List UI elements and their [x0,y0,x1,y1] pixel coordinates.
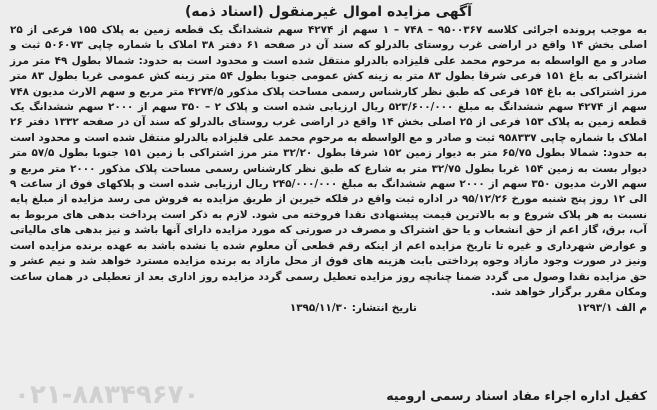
phone-watermark: ۰۲۱-۸۸۳۴۹۶۷۰ [14,380,200,410]
reference-number: م الف ۱۲۹۳/۱ [576,302,647,315]
signature: کفیل اداره اجراء مفاد اسناد رسمی ارومیه [386,387,647,403]
signature-row [14,380,647,410]
notice-title: آگهی مزایده اموال غیرمنقول (اسناد ذمه) [185,4,472,20]
notice-footer-meta [10,301,647,316]
notice-body [10,23,647,300]
publish-date: تاریخ انتشار: ۱۳۹۵/۱۱/۳۰ [289,302,417,315]
notice-paragraph: به موجب پرونده اجرائی کلاسه ۹۵۰۰۳۶۷ – ۷۴۸ – ۱ سهم از ۴۲۷۴ سهم ششدانگ یک قطعه زمین به پلاک ۱۵۵ فرعی از ۲۵ اصلی بخش ۱۴ واقع در اراضی غرب روستای بالدرلو که سند آن در صفحه ۶۱ دفتر ۳۸ املاک با شماره چاپی ۵۰۶۰۷۳ ثبت و صادر و مع الواسطه به مرحوم محمد علی قلیزاده بالدرلو منتقل شده است و محدود است به حدود: شمالا بطول ۴۹ متر مرز اشتراکی به باغ ۱۵۱ فرعی شرقا بطول ۸۳ متر به زینه کش عمومی جنوبا بطول ۵۴ متر زینه کش عمومی غربا بطول ۸۳ متر مرز اشتراکی به باغ ۱۵۴ فرعی که طبق نظر کارشناس رسمی مساحت پلاک مذکور ۴۲۷۴/۵ متر مربع و سهم الارث مدیون ۷۴۸ سهم از ۴۲۷۴ سهم ششدانگ به مبلغ ۵۲۳/۶۰۰/۰۰۰ ریال ارزیابی شده است و پلاک ۲ – ۳۵۰ سهم از ۲۰۰۰ سهم ششدانگ یک قطعه زمین به پلاک ۱۵۳ فرعی از ۲۵ اصلی بخش ۱۴ واقع در اراضی غرب روستای بالدرلو که سند آن در صفحه ۱۳۳۲ دفتر ۲۶ املاک با شماره چاپی ۹۵۸۳۳۷ ثبت و صادر و مع الواسطه به مرحوم محمد علی قلیزاده بالدرلو منتقل شده است و محدود است به حدود: شمالا بطول ۶۵/۷۵ متر به دیوار زمین ۱۵۲ شرقا بطول ۳۲/۲۰ متر مرز اشتراکی با زمین ۱۵۱ جنوبا بطول ۵۷/۵ متر دیوار بست به زمین ۱۵۴ غربا بطول ۳۲/۷۵ متر به شارع که طبق نظر کارشناس رسمی مساحت پلاک مذکور ۲۰۰۰ متر مربع و سهم الارث مدیون ۳۵۰ سهم از ۲۰۰۰ سهم ششدانگ به مبلغ ۲۴۵/۰۰۰/۰۰۰ ریال ارزیابی شده است و پلاکهای فوق از ساعت ۹ الی ۱۲ روز پنج شنبه مورخ ۹۵/۱۲/۲۶ در اداره ثبت واقع در فلکه خیرین از طریق مزایده به فروش می رسد مزایده از مبلغ پایه نسبت به هر پلاک شروع و به بالاترین قیمت پیشنهادی نقدا فروخته می شود. لازم به ذکر است پرداخت بدهی های مربوط به آب، برق، گاز اعم از حق انشعاب و یا حق اشتراک و مصرف در صورتی که مورد مزایده دارای آنها باشد و نیز بدهی های مالیاتی و عوارض شهرداری و غیره تا تاریخ مزایده اعم از اینکه رقم قطعی آن معلوم شده یا نشده باشد به عهده برنده مزایده است ونیز در صورت وجود مازاد وجوه پرداختی بابت هزینه های فوق از محل مازاد به برنده مزایده مسترد خواهد شد و نیم عشر و حق مزایده نقدا وصول می گردد ضمنا چنانچه روز مزایده تعطیل رسمی گردد مزایده روز اداری بعد از تعطیلی در همان ساعت ومکان مقرر برگزار خواهد شد. [10,24,648,298]
